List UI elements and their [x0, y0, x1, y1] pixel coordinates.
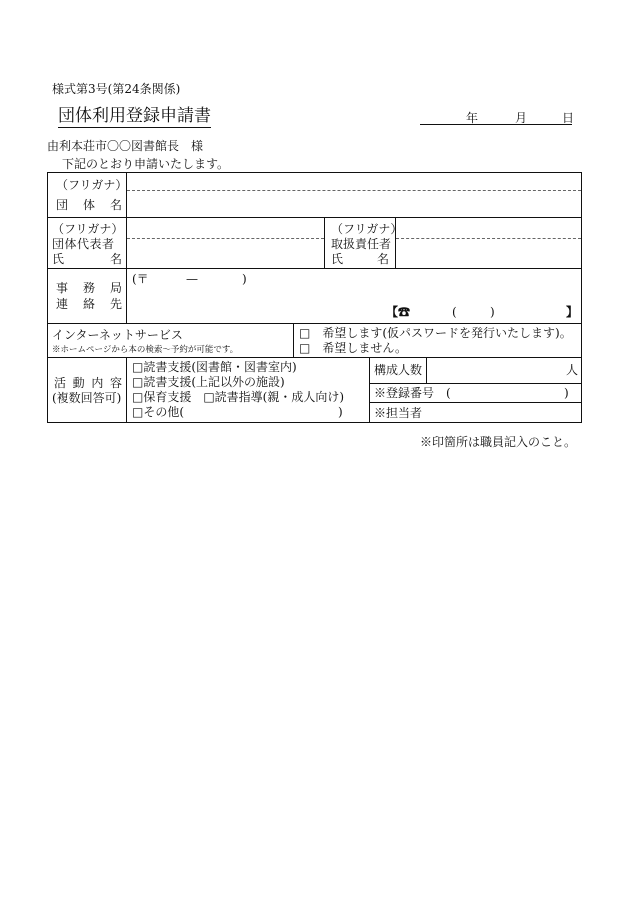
row-divider [369, 383, 581, 384]
internet-option-yes[interactable]: □ 希望します(仮パスワードを発行いたします)。 [299, 326, 572, 340]
row-divider [48, 323, 581, 324]
phone-close-bracket: 】 [566, 305, 579, 319]
postal-prefix: (〒 [132, 272, 149, 286]
activity-option-other-facility[interactable]: □読書支援(上記以外の施設) [132, 375, 285, 389]
group-name-label: 団 体 名 [56, 198, 122, 212]
furigana-dashed-line [127, 238, 324, 239]
staff-label: ※担当者 [374, 406, 423, 420]
registration-number-label: ※登録番号 ( [374, 386, 451, 400]
col-divider [426, 357, 427, 383]
activity-option-library[interactable]: □読書支援(図書館・図書室内) [132, 360, 297, 374]
handler-name-field[interactable] [401, 243, 575, 263]
members-label: 構成人数 [374, 363, 423, 377]
members-unit: 人 [566, 363, 579, 377]
office-address-field[interactable] [132, 287, 572, 301]
form-number: 様式第3号(第24条関係) [52, 82, 181, 96]
addressee: 由利本荘市〇〇図書館長 様 [47, 139, 204, 153]
col-divider [126, 357, 127, 423]
handler-name-label: 氏 名 [331, 252, 389, 266]
application-form-table [47, 172, 582, 423]
row-divider [48, 217, 581, 218]
internet-service-label: インターネットサービス [52, 328, 183, 342]
date-underline [420, 108, 575, 125]
row-divider [48, 268, 581, 269]
members-field[interactable] [432, 362, 552, 378]
col-divider [324, 217, 325, 268]
registration-number-close: ) [564, 386, 569, 400]
activity-multi-note: (複数回答可) [52, 391, 122, 405]
phone-icon: 【☎ [386, 305, 411, 319]
furigana-dashed-line [396, 238, 581, 239]
postal-dash: — [186, 272, 198, 286]
internet-option-no[interactable]: □ 希望しません。 [299, 341, 408, 355]
office-label: 事 務 局 [56, 281, 122, 295]
rep-furigana-label: （フリガナ） [52, 222, 124, 236]
group-name-furigana-label: （フリガナ） [56, 178, 128, 192]
footer-note: ※印箇所は職員記入のこと。 [420, 435, 577, 449]
row-divider [48, 357, 581, 358]
date-year-label: 年 [466, 111, 479, 125]
rep-label: 団体代表者 [52, 237, 115, 251]
activity-label: 活 動 内 容 [54, 376, 122, 390]
rep-name-field[interactable] [132, 243, 318, 263]
rep-name-label: 氏 名 [52, 252, 122, 266]
contact-label: 連 絡 先 [56, 297, 122, 311]
postal-suffix: ) [242, 272, 247, 286]
group-name-field[interactable] [132, 195, 572, 213]
phone-paren-close: ) [490, 305, 495, 319]
furigana-dashed-line [127, 190, 581, 191]
date-month-label: 月 [515, 111, 528, 125]
activity-option-childcare-guidance[interactable]: □保育支援 □読書指導(親・成人向け) [132, 390, 345, 404]
date-day-label: 日 [562, 111, 575, 125]
activity-other-close: ) [338, 405, 343, 419]
col-divider [126, 173, 127, 323]
col-divider [293, 323, 294, 357]
phone-paren-open: ( [452, 305, 457, 319]
intro-text: 下記のとおり申請いたします。 [62, 157, 230, 171]
internet-service-note: ※ホームページから本の検索～予約が可能です。 [52, 345, 239, 355]
handler-furigana-label: （フリガナ） [331, 222, 403, 236]
row-divider [369, 402, 581, 403]
page-title: 団体利用登録申請書 [58, 106, 211, 126]
activity-option-other[interactable]: □その他( [132, 405, 185, 419]
handler-label: 取扱責任者 [331, 237, 392, 251]
col-divider [369, 357, 370, 423]
